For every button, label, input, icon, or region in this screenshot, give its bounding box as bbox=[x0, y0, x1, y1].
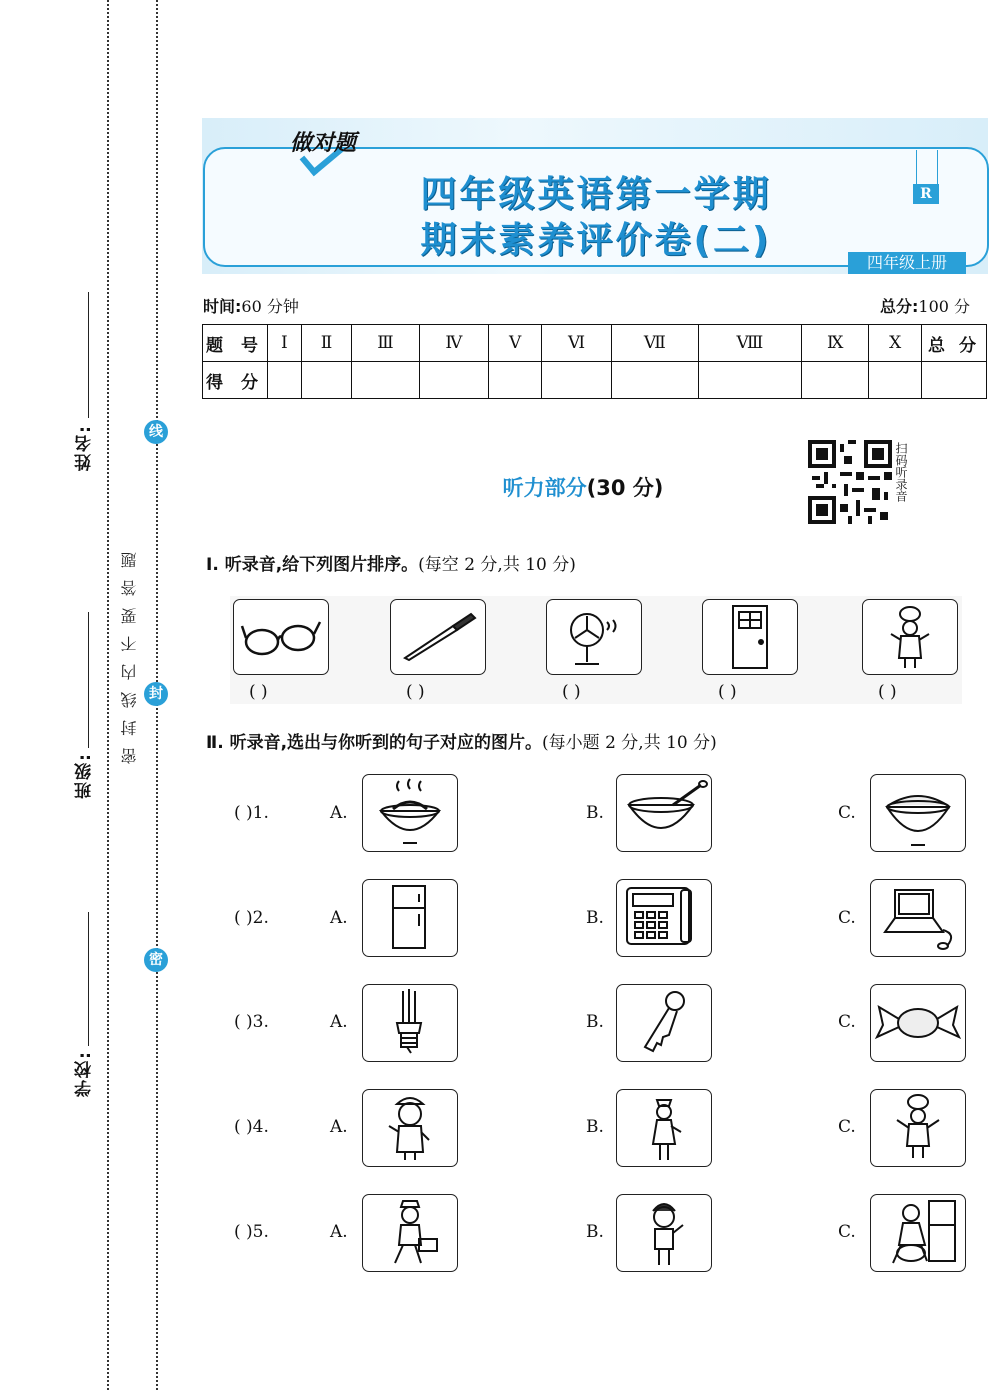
q5-option-a[interactable] bbox=[362, 1194, 458, 1272]
qr-caption: 扫码听录音 bbox=[894, 442, 908, 502]
q4-number[interactable]: ( )4. bbox=[234, 1117, 269, 1137]
fan-picture bbox=[546, 599, 642, 675]
class-line bbox=[88, 612, 89, 748]
q2-number[interactable]: ( )2. bbox=[234, 908, 269, 928]
rice-icon bbox=[871, 775, 965, 851]
col-10: Ⅹ bbox=[869, 325, 922, 362]
q4-option-c[interactable] bbox=[870, 1089, 966, 1167]
q5-label-a: A. bbox=[330, 1222, 348, 1242]
q3-option-a[interactable] bbox=[362, 984, 458, 1062]
score-cell[interactable] bbox=[489, 362, 542, 399]
part2-note: (每小题 2 分,共 10 分) bbox=[542, 733, 717, 753]
part1-blank-5[interactable]: ( ) bbox=[878, 682, 897, 702]
time-info bbox=[203, 294, 299, 317]
cook-picture bbox=[862, 599, 958, 675]
nurse-icon bbox=[617, 1090, 711, 1166]
light-bulb-icon bbox=[363, 985, 457, 1061]
part1-blank-3[interactable]: ( ) bbox=[562, 682, 581, 702]
score-cell[interactable] bbox=[542, 362, 612, 399]
part2-instruction bbox=[206, 728, 717, 753]
seal-feng: 封 bbox=[144, 682, 168, 706]
score-cell[interactable] bbox=[268, 362, 302, 399]
score-cell[interactable] bbox=[301, 362, 352, 399]
boy-icon bbox=[617, 1195, 711, 1271]
q4-option-b[interactable] bbox=[616, 1089, 712, 1167]
part1-blank-4[interactable]: ( ) bbox=[718, 682, 737, 702]
score-cell[interactable] bbox=[869, 362, 922, 399]
grade-tag: 四年级上册 bbox=[848, 252, 966, 274]
q2-label-b: B. bbox=[586, 908, 604, 928]
name-line bbox=[88, 292, 89, 418]
col-4: Ⅳ bbox=[419, 325, 488, 362]
q1-number[interactable]: ( )1. bbox=[234, 803, 269, 823]
score-cell[interactable] bbox=[352, 362, 419, 399]
q1-option-c[interactable] bbox=[870, 774, 966, 852]
q3-label-b: B. bbox=[586, 1012, 604, 1032]
q1-label-b: B. bbox=[586, 803, 604, 823]
col-5: Ⅴ bbox=[489, 325, 542, 362]
section-name: 听力部分 bbox=[502, 476, 587, 500]
part1-note: (每空 2 分,共 10 分) bbox=[418, 555, 576, 575]
q4-label-b: B. bbox=[586, 1117, 604, 1137]
score-cell[interactable] bbox=[611, 362, 698, 399]
part1-instruction-text: Ⅰ. 听录音,给下列图片排序。 bbox=[206, 555, 419, 575]
row-label-score: 得 分 bbox=[203, 362, 268, 399]
fridge-icon bbox=[363, 880, 457, 956]
col-9: Ⅸ bbox=[802, 325, 869, 362]
q4-label-a: A. bbox=[330, 1117, 348, 1137]
school-label: 学校: bbox=[75, 1050, 95, 1097]
score-cell[interactable] bbox=[802, 362, 869, 399]
q2-label-a: A. bbox=[330, 908, 348, 928]
q2-option-b[interactable] bbox=[616, 879, 712, 957]
cook-icon bbox=[863, 600, 957, 674]
class-label: 班级: bbox=[75, 752, 95, 799]
computer-icon bbox=[871, 880, 965, 956]
fan-icon bbox=[547, 600, 641, 674]
col-3: Ⅲ bbox=[352, 325, 419, 362]
col-7: Ⅶ bbox=[611, 325, 698, 362]
time-value: 60 分钟 bbox=[241, 297, 299, 316]
seal-warning: 密封线内不要答题 bbox=[120, 540, 139, 764]
q4-label-c: C. bbox=[838, 1117, 856, 1137]
part1-instruction bbox=[206, 550, 576, 575]
q5-number[interactable]: ( )5. bbox=[234, 1222, 269, 1242]
score-value: 100 分 bbox=[918, 297, 971, 316]
qr-code-icon[interactable] bbox=[808, 440, 892, 524]
door-icon bbox=[703, 600, 797, 674]
q3-label-c: C. bbox=[838, 1012, 856, 1032]
q1-label-c: C. bbox=[838, 803, 856, 823]
q3-option-c[interactable] bbox=[870, 984, 966, 1062]
col-total: 总 分 bbox=[922, 325, 987, 362]
knife-picture bbox=[390, 599, 486, 675]
part1-blank-1[interactable]: ( ) bbox=[249, 682, 268, 702]
row-label-question: 题 号 bbox=[203, 325, 268, 362]
score-table-score-row bbox=[203, 362, 987, 399]
score-label: 总分: bbox=[880, 297, 919, 316]
q3-option-b[interactable] bbox=[616, 984, 712, 1062]
score-cell[interactable] bbox=[419, 362, 488, 399]
q1-label-a: A. bbox=[330, 803, 348, 823]
seal-mi: 密 bbox=[144, 948, 168, 972]
q4-option-a[interactable] bbox=[362, 1089, 458, 1167]
part1-blank-2[interactable]: ( ) bbox=[406, 682, 425, 702]
doctor-icon bbox=[363, 1090, 457, 1166]
glasses-icon bbox=[234, 600, 328, 674]
col-6: Ⅵ bbox=[542, 325, 612, 362]
q5-label-b: B. bbox=[586, 1222, 604, 1242]
score-table-header-row bbox=[203, 325, 987, 362]
q5-option-c[interactable] bbox=[870, 1194, 966, 1272]
r-tag: R bbox=[913, 184, 939, 204]
score-cell[interactable] bbox=[922, 362, 987, 399]
col-8: Ⅷ bbox=[698, 325, 801, 362]
page-title-line1: 四年级英语第一学期 bbox=[420, 174, 772, 215]
cook-icon bbox=[871, 1090, 965, 1166]
col-1: Ⅰ bbox=[268, 325, 302, 362]
q3-label-a: A. bbox=[330, 1012, 348, 1032]
knife-icon bbox=[391, 600, 485, 674]
key-icon bbox=[617, 985, 711, 1061]
q2-option-a[interactable] bbox=[362, 879, 458, 957]
name-label: 姓名: bbox=[75, 424, 95, 471]
q2-label-c: C. bbox=[838, 908, 856, 928]
phone-icon bbox=[617, 880, 711, 956]
businessman-icon bbox=[363, 1195, 457, 1271]
q3-number[interactable]: ( )3. bbox=[234, 1012, 269, 1032]
q1-option-b[interactable] bbox=[616, 774, 712, 852]
page-title-line2: 期末素养评价卷(二) bbox=[420, 220, 772, 261]
glasses-picture bbox=[233, 599, 329, 675]
q5-option-b[interactable] bbox=[616, 1194, 712, 1272]
score-cell[interactable] bbox=[698, 362, 801, 399]
col-2: Ⅱ bbox=[301, 325, 352, 362]
school-line bbox=[88, 912, 89, 1046]
brand-logo: 做对题 bbox=[290, 131, 357, 156]
tag-string bbox=[916, 150, 938, 184]
seal-xian: 线 bbox=[144, 420, 168, 444]
soup-icon bbox=[617, 775, 711, 851]
score-info bbox=[880, 294, 970, 317]
part2-instruction-text: Ⅱ. 听录音,选出与你听到的句子对应的图片。 bbox=[206, 733, 543, 753]
q2-option-c[interactable] bbox=[870, 879, 966, 957]
q5-label-c: C. bbox=[838, 1222, 856, 1242]
q1-option-a[interactable] bbox=[362, 774, 458, 852]
binding-dotted-line-outer bbox=[107, 0, 109, 1390]
noodles-icon bbox=[363, 775, 457, 851]
door-picture bbox=[702, 599, 798, 675]
candy-icon bbox=[871, 985, 965, 1061]
section-points: (30 分) bbox=[586, 476, 664, 500]
time-label: 时间: bbox=[203, 297, 242, 316]
score-table bbox=[202, 324, 987, 399]
farmer-icon bbox=[871, 1195, 965, 1271]
